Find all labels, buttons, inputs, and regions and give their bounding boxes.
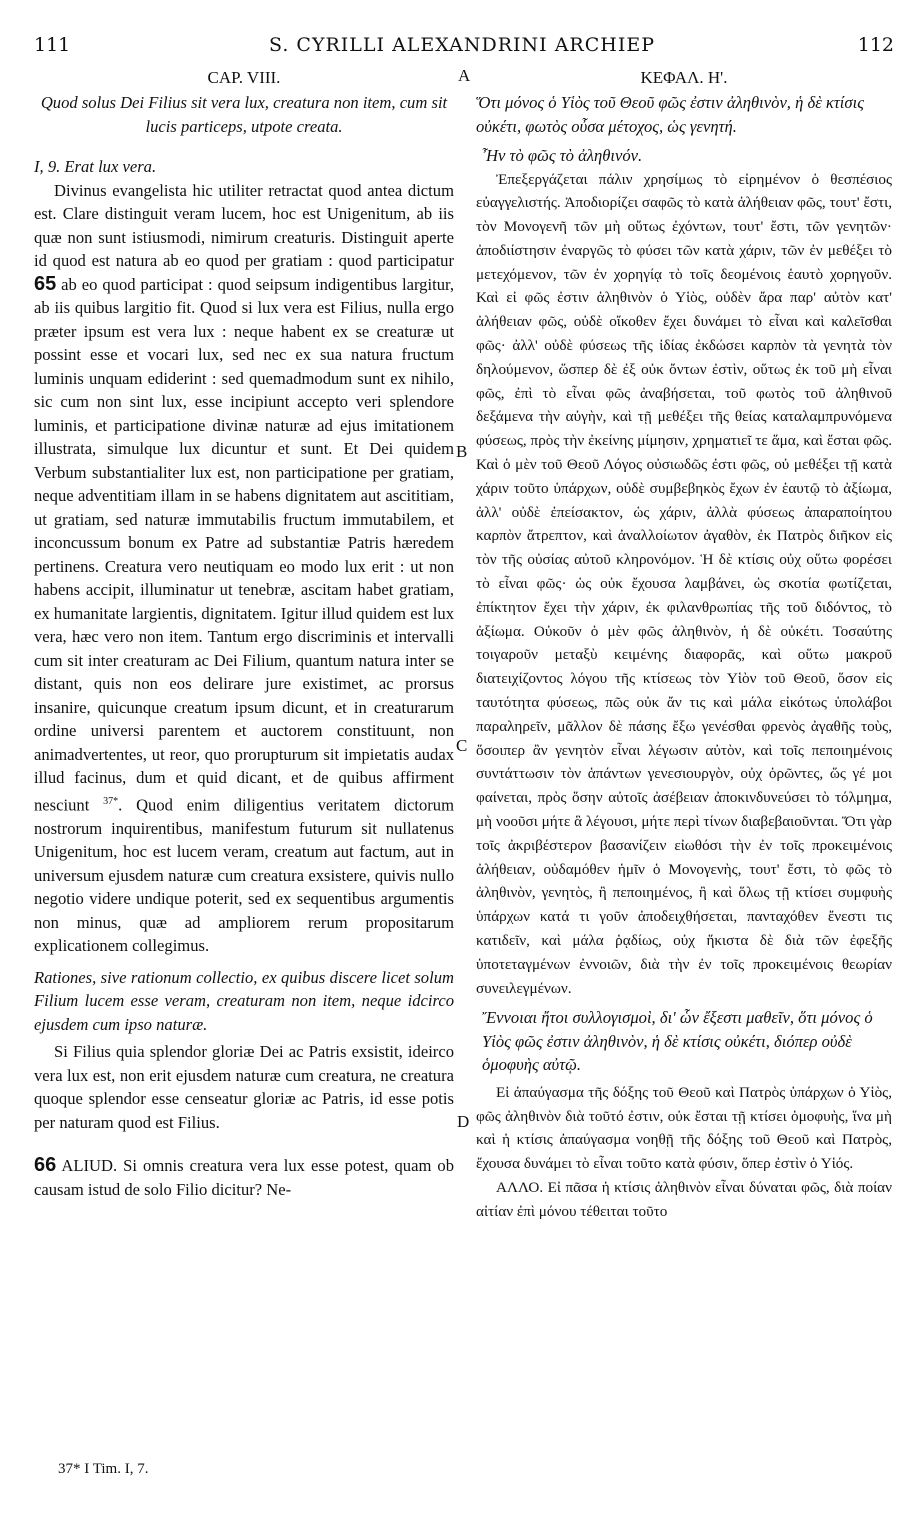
latin-verse: I, 9. Erat lux vera. xyxy=(34,157,157,176)
latin-para3-text: ALIUD. Si omnis creatura vera lux esse potest, quam ob causam istud de solo Filio dicitur? Ne- xyxy=(34,1156,454,1199)
greek-chapter-title: Ὅτι μόνος ὁ Υἱὸς τοῦ Θεοῦ φῶς ἐστιν ἀληθινὸν, ἡ δὲ κτίσις οὐκέτι, φωτὸς οὖσα μέτοχος, ὡς γενητή. xyxy=(476,93,864,136)
greek-paragraph-1: Ἐπεξεργάζεται πάλιν χρησίμως τὸ εἰρημένον ὁ θεσπέσιος εὐαγγελιστής. Ἀποδιορίζει σαφῶς τὸ κατὰ ἀλήθειαν φῶς, τουτ' ἔστι, τὸν Μονογενῆ τῶν μὴ οὕτως ἐχόντων, τουτ' ἔστι, τῶν γενητῶν· ἀποδιίστησιν ἐναργῶς τὸ φύσει τῶν κατὰ χάριν, τῶν ἐν μεθέξει τὸ μετεχόμενον, τῶν ἐν χορηγίᾳ τὸ τοῖς δεομένοις ἑαυτὸ χορηγοῦν. Καὶ εἰ φῶς ἐστιν ἀληθινὸν ὁ Υἱὸς, οὐδὲν ἄρα παρ' αὐτὸν κατ' ἀλήθειαν φῶς, οὐδὲ οἴκοθεν ἔχει δυνάμει τὸ εἶναι καὶ καλεῖσθαι φῶς· ἀλλ' οὐδὲ φύσεως τῆς ἰδίας ἐκδώσει καρπὸν τὰ γενητὰ τὸν δηλούμενον, ὥσπερ δὲ ἐξ οὐκ ὄντων ἐστὶν, οὕτως ἐκ τοῦ μὴ εἶναι φῶς, ἐπὶ τὸ εἶναι φῶς ἀναβήσεται, τοῦ φωτὸς τοῦ ἀληθινοῦ δεξάμενα τὴν αὐγὴν, καὶ τῇ μεθέξει τῆς θείας καταλαμπρυνόμενα φύσεως, πρὸς τὴν ἐκείνης μίμησιν, χρηματιεῖ τε ἅμα, καὶ ἔσται φῶς. Καὶ ὁ μὲν τοῦ Θεοῦ Λόγος οὐσιωδῶς ἐστι φῶς, οὐ μεθέξει τῇ κατὰ χάριν τοῦτο ὑπάρχων, οὐδὲ συμβεβηκὸς ἔχων ἐν ἑαυτῷ τὸ ἀξίωμα, ἀλλ' οὐδὲ ἐπείσακτον, ὡς χάριν, ἀλλὰ φύσεως ἀπαραποίητου καρπὸν ἄτρεπτον, καὶ ἀναλλοίωτον ἀγαθὸν, ἐκ Πατρὸς διῆκον εἰς τὸν τῆς οὐσίας αὐτοῦ κληρονόμον. Ἡ δὲ κτίσις οὐχ οὕτω φορέσει τὸ εἶναι φῶς· ὡς οὐκ ἔχουσα λαμβάνει, ὡς σκοτία φωτίζεται, ἐπίκτητον ἔχει τὴν χάριν, ἐκ φιλανθρωπίας τῆς τοῦ διδόντος, τὸ ἀξίωμα. Οὐκοῦν ὁ μὲν φῶς ἀληθινὸν, ἡ δὲ οὐκέτι. Τοσαύτης τοιγαροῦν μεταξὺ κειμένης διαφορᾶς, καὶ οὕτω μακροῦ διατειχίζοντος λόγου τῆς κτίσεως τὸν Υἱὸν τοῦ Θεοῦ, ὅσον εἰς ταυτότητα φύσεως, πῶς οὐκ ἄν τις καὶ μάλα εἰκότως ὑπολάβοι παραληρεῖν, μᾶλλον δὲ πάσης ἔξω γενέσθαι φρενὸς ἀγαθῆς τοὺς, ὅσοιπερ ἂν γενητὸν εἶναι λέγωσιν αὐτὸν, καὶ τοῖς πεποιημένοις συντάττωσιν τὸν ἁπάντων γενεσιουργὸν, οὐχ ὁρῶντες, ὥς γέ μοι φαίνεται, πρὸς ὅσην αὐτοῖς ἀσέβειαν ἀποκινδυνεύσει τὸ τόλμημα, μὴ νοοῦσι μήτε ἃ λέγουσι, μήτε περὶ τίνων διαβεβαιοῦνται. Ὅτι γὰρ τοῖς ἀκριβέστερον βασανίζειν εἰωθόσι τὴν ἐν τοῖς προκειμένοις ἀλήθειαν, οὐδαμόθεν ἡμῖν ὁ Μονογενὴς, τουτ' ἔστι, τὸ φῶς τὸ ἀληθινὸν, γενητὸς, ἢ πεποιημένος, ἢ καὶ ὅλως τῇ κτίσει συμφυὴς ὑπάρχων κατά τι γοῦν ἀποδειχθήσεται, πανταχόθεν ἔνεστι τις κατιδεῖν, καὶ μάλα ῥᾳδίως, οὐχ ἥκιστα δὲ διὰ τῶν ἐφεξῆς ὑποτεταγμένων ἐννοιῶν, διὰ τὴν ἐν τοῖς προκειμένοις θεωρίαν συνειλεγμένων. xyxy=(476,170,892,997)
latin-para1-part-c: . Quod enim diligentius veritatem dictorum nostrorum inquirentibus, manifestum futurum sit nullatenus Unigenitum, hoc est lucem veram, creatum aut factum, aut in universum ejusdem naturæ cum creatura exsistere, quivis nullo negotio videre undique poterit, sed ex sequentibus argumentis non minus, quæ ad ampliorem rerum propositarum explicationem collegimus. xyxy=(34,795,454,956)
page-number-left: 111 xyxy=(34,34,71,56)
latin-paragraph-3 xyxy=(34,1154,454,1201)
greek-paragraph-2: Εἰ ἀπαύγασμα τῆς δόξης τοῦ Θεοῦ καὶ Πατρὸς ὑπάρχων ὁ Υἱὸς, φῶς ἀληθινὸν διὰ τοῦτό ἐστιν, οὐκ ἔσται τῇ κτίσει ὁμοφυὴς, ἵνα μὴ καὶ ἡ κτίσις ἀπαύγασμα νοηθῇ τῆς δόξης τοῦ Θεοῦ καὶ Πατρὸς, ἔχουσα δυνάμει τὸ εἶναι τοῦτο κατὰ φύσιν, ὅπερ ἐστὶν ὁ Υἱός. xyxy=(476,1083,892,1173)
latin-para1-part-b: ab eo quod participat : quod seipsum indigentibus largitur, ab iis quibus largitio fit. Quod si lux vera est Filius, nulla ergo præter ipsum est vera lux : neque habent ex se creaturæ ut possint esse et vocari lux, sed nec ex sua natura fructum luminis unquam ediderint : sed quemadmodum sunt ex nihilo, sic cum non sint lux, esse incipiunt accepto veri splendore luminis, et participatione divinæ naturæ ad ejus imitationem illustrata, simulque lux dicuntur et sunt. Et Dei quidem Verbum substantialiter lux est, non participatione per gratiam, neque adventitiam illam in se habens dignitatem aut ascititiam, ut gratiam, sed naturæ immutabilis fructum immutabilem, et inconcussum bonum ex Patre ad substantiæ Patris hæredem pertinens. Creatura vero neutiquam eo modo lux erit : ut non habens accipit, illuminatur ut tenebræ, ascitam habet gratiam, ex humanitate largientis, dignitatem. Igitur illud quidem est lux vera, hæc vero non item. Tantum ergo discriminis et intervalli cum sit inter creaturam ac Dei Filium, quantum natura inter se distant, quis non eos delirare jure existimet, ac prorsus insanire, quicunque creatum ipsum dicunt, et in creaturarum ordine universi parentem et auctorem constituunt, non animadvertentes, ut reor, quo prorupturum sit impietatis audax illud facinus, dum et quid dicant, et de quibus affirment nesciunt xyxy=(34,274,454,815)
latin-chapter-title: Quod solus Dei Filius sit vera lux, creatura non item, cum sit lucis particeps, utpote creata. xyxy=(40,93,448,136)
margin-letter-c: C xyxy=(456,736,468,755)
latin-paragraph-1 xyxy=(34,179,454,958)
latin-paragraph-2: Si Filius quia splendor gloriæ Dei ac Patris exsistit, ideirco vera lux est, non erit ejusdem naturæ cum creatura, ne creatura quoque splendor esse censeatur gloriæ ac Patris, id esse potis per naturam quod est Filius. xyxy=(34,1042,454,1132)
margin-letter-d: D xyxy=(457,1112,470,1131)
greek-paragraph-3: ΑΛΛΟ. Εἰ πᾶσα ἡ κτίσις ἀληθινὸν εἶναι δύναται φῶς, διὰ ποίαν αἰτίαν ἐπὶ μόνου τέθειται τοῦτο xyxy=(476,1179,892,1220)
section-number-65: 65 xyxy=(34,272,57,295)
margin-letter-b: B xyxy=(456,442,468,461)
latin-column xyxy=(34,66,454,1201)
page-number-right: 112 xyxy=(857,34,894,56)
latin-section-heading: Rationes, sive rationum collectio, ex quibus discere licet solum Filium lucem esse veram, creaturam non item, neque idcirco ejusdem cum ipso naturæ. xyxy=(34,967,454,1034)
footnote: 37* I Tim. I, 7. xyxy=(58,1461,149,1477)
section-number-66: 66 xyxy=(34,1154,57,1177)
greek-section-heading: Ἔννοιαι ἤτοι συλλογισμοὶ, δι' ὧν ἔξεστι μαθεῖν, ὅτι μόνος ὁ Υἱὸς φῶς ἐστιν ἀληθινὸν, ἡ δὲ κτίσις οὐκέτι, διόπερ οὐδὲ ὁμοφυὴς αὐτῷ. xyxy=(482,1008,873,1075)
latin-chapter-heading: CAP. VIII. xyxy=(207,68,281,87)
footnote-reference: 37* xyxy=(103,795,119,807)
running-title: S. CYRILLI ALEXANDRINI ARCHIEP xyxy=(269,34,655,56)
greek-column xyxy=(476,66,892,1224)
greek-chapter-heading: ΚΕΦΑΛ. Η'. xyxy=(640,68,728,87)
greek-verse: Ἦν τὸ φῶς τὸ ἀληθινόν. xyxy=(482,146,643,165)
page-header xyxy=(0,34,924,64)
latin-para1-part-a: Divinus evangelista hic utiliter retractat quod antea dictum est. Clare distinguit veram lucem, hoc est Unigenitum, ab iis quæ non sunt istiusmodi, nimirum creaturis. Distinguit aperte id quod est natura ab eo quod per gratiam : quod participatur xyxy=(34,180,454,270)
margin-letter-a: A xyxy=(458,66,471,85)
